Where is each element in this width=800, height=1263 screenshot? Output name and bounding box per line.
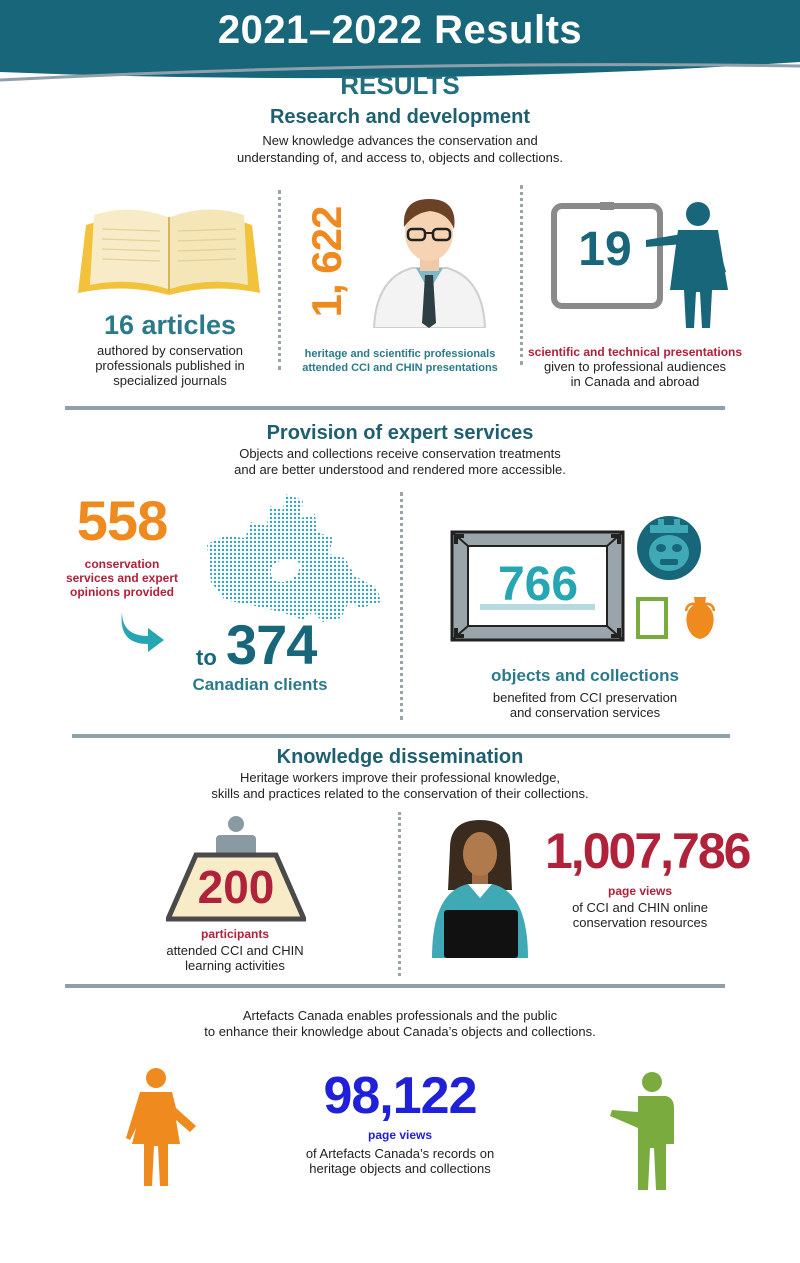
- services-value: 558: [76, 489, 168, 552]
- open-book-icon: [78, 205, 260, 300]
- page-title: 2021–2022 Results: [217, 8, 583, 52]
- articles-desc-line2: professionals published in: [95, 358, 245, 373]
- services-label-line2: services and expert: [65, 571, 179, 585]
- artefacts-label: page views: [367, 1128, 433, 1142]
- page-views-desc-line1: of CCI and CHIN online: [572, 900, 708, 915]
- scientist-icon: [372, 193, 487, 328]
- page-views-desc-line2: conservation resources: [572, 915, 708, 930]
- artefacts-desc-line2: heritage objects and collections: [309, 1161, 491, 1176]
- page-views-value: 1,007,786: [545, 823, 750, 879]
- artefacts-desc-line1: of Artefacts Canada’s records on: [305, 1146, 495, 1161]
- professionals-number-box: [292, 198, 362, 328]
- expert-intro-line2: and are better understood and rendered more accessible.: [234, 462, 566, 477]
- presentations-desc-line2: in Canada and abroad: [570, 374, 700, 389]
- clients-prefix: to: [196, 645, 217, 670]
- arrow-right-icon: [118, 610, 168, 652]
- section-divider: [72, 734, 730, 738]
- person-orange-icon: [124, 1068, 204, 1188]
- services-label-line1: conservation: [84, 557, 160, 571]
- page-views-label: page views: [607, 884, 673, 898]
- professionals-label-line2: attended CCI and CHIN presentations: [302, 362, 498, 374]
- services-label-line3: opinions provided: [70, 585, 174, 599]
- small-frame-icon: [636, 597, 668, 639]
- articles-desc-line1: authored by conservation: [97, 343, 243, 358]
- knowledge-heading: Knowledge dissemination: [276, 746, 524, 768]
- presentations-value: 19: [578, 223, 632, 276]
- clients-value: 374: [226, 613, 317, 676]
- objects-value: 766: [497, 558, 579, 611]
- section-divider: [65, 406, 725, 410]
- divider-vertical: [278, 190, 281, 370]
- presentations-desc-line1: given to professional audiences: [543, 359, 727, 374]
- research-intro-line2: understanding of, and access to, objects and collections.: [237, 150, 563, 165]
- professionals-value: 1, 622: [303, 206, 350, 318]
- woman-laptop-icon: [428, 818, 538, 958]
- results-heading: RESULTS: [340, 70, 460, 100]
- clients-label: Canadian clients: [192, 675, 328, 694]
- knowledge-intro-line2: skills and practices related to the conservation of their collections.: [211, 786, 589, 801]
- expert-intro-line1: Objects and collections receive conservation treatments: [239, 446, 561, 461]
- participants-desc-line2: learning activities: [185, 958, 285, 973]
- research-heading: Research and development: [269, 106, 531, 128]
- presentations-label: scientific and technical presentations: [527, 345, 743, 359]
- divider-vertical: [520, 185, 523, 365]
- participants-desc-line1: attended CCI and CHIN: [166, 943, 304, 958]
- objects-desc-line2: and conservation services: [509, 705, 661, 720]
- objects-label: objects and collections: [491, 666, 679, 685]
- participants-label: participants: [200, 927, 269, 941]
- expert-heading: Provision of expert services: [266, 422, 534, 444]
- participants-value: 200: [197, 861, 275, 913]
- articles-value: 16 articles: [103, 310, 237, 340]
- research-intro-line1: New knowledge advances the conservation and: [262, 133, 538, 148]
- divider-vertical: [400, 492, 403, 720]
- professionals-label-line1: heritage and scientific professionals: [304, 348, 496, 360]
- mask-icon: [636, 515, 702, 581]
- section-divider: [65, 984, 725, 988]
- objects-desc-line1: benefited from CCI preservation: [492, 690, 678, 705]
- articles-desc-line3: specialized journals: [113, 373, 227, 388]
- person-green-icon: [604, 1072, 684, 1192]
- vase-icon: [683, 595, 717, 640]
- divider-vertical: [398, 812, 401, 976]
- artefacts-value: 98,122: [323, 1067, 477, 1125]
- knowledge-intro-line1: Heritage workers improve their professional knowledge,: [239, 770, 561, 785]
- artefacts-intro-line2: to enhance their knowledge about Canada’s objects and collections.: [204, 1024, 596, 1039]
- artefacts-intro-line1: Artefacts Canada enables professionals and the public: [242, 1008, 558, 1023]
